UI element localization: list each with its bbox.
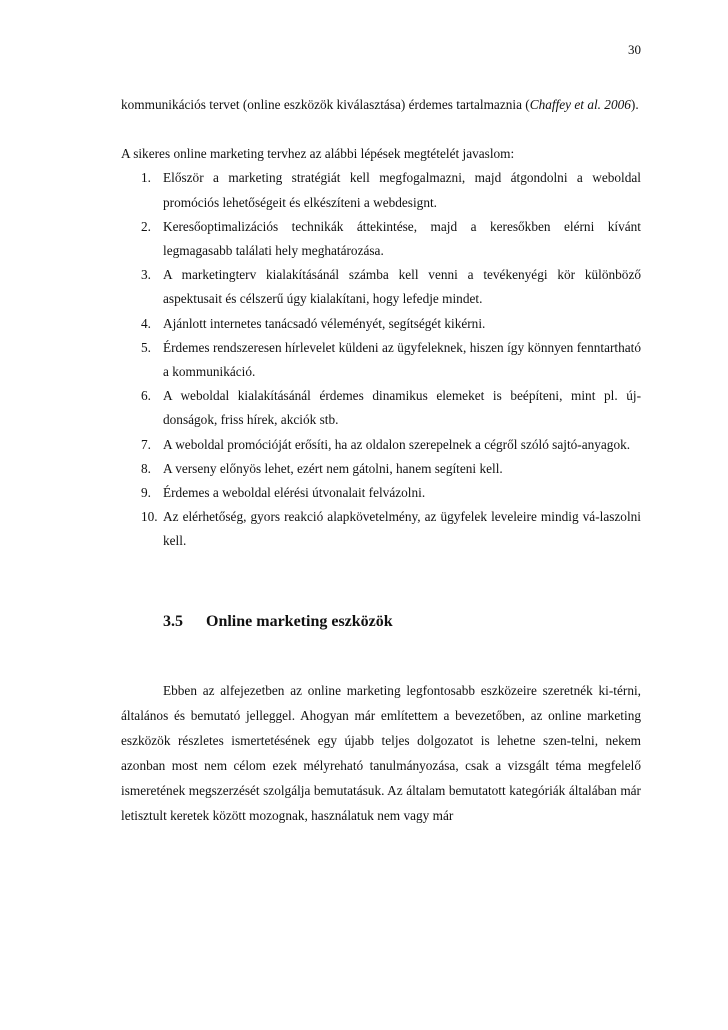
opening-paragraph [121,93,641,117]
body-paragraph: Ebben az alfejezetben az online marketing legfontosabb eszközeire szeretnék ki-térni, általános és bemutató jelleggel. Ahogyan már említettem a bevezetőben, az online marketing eszközök részletes ismertetésének egy újabb teljes dolgozatot is lehetne szen-telni, nekem azonban most nem célom ezek mélyreható tanulmányozása, csak a vizsgált téma megfelelő ismeretének megszerzését szolgálja bemutatásuk. Az általam bemutatott kategóriák általában már letisztult keretek között mozognak, használatuk nem vagy már [121,682,641,823]
list-item [121,312,641,336]
list-item-text: Keresőoptimalizációs technikák áttekintése, majd a keresőkben elérni kívánt legmagasabb találati hely meghatározása. [163,218,641,259]
list-item-number: 2. [141,218,151,234]
list-item-number: 4. [141,315,151,331]
list-item-text: A weboldal kialakításánál érdemes dinamikus elemeket is beépíteni, mint pl. új-donságok, friss hírek, akciók stb. [163,388,641,428]
list-item-text: A verseny előnyös lehet, ezért nem gátolni, hanem segíteni kell. [163,460,503,476]
list-item [121,457,641,481]
list-item-text: Érdemes rendszeresen hírlevelet küldeni az ügyfeleknek, hiszen így könnyen fenntartható a kommunikáció. [163,339,641,380]
list-item [121,336,641,384]
page-content [121,93,641,828]
list-item [121,384,641,432]
list-item [121,263,641,311]
list-item-text: A marketingterv kialakításánál számba kell venni a tevékenyégi kör különböző aspektusait és célszerű úgy kialakítani, hogy lefedje mindet. [163,267,641,307]
list-item-text: Az elérhetőség, gyors reakció alapkövetelmény, az ügyfelek leveleire mindig vá-laszolni kell. [163,509,641,549]
list-item-text: Először a marketing stratégiát kell megfogalmazni, majd átgondolni a weboldal promóciós lehetőségeit és elkészíteni a webdesignt. [163,170,641,210]
list-item-number: 5. [141,339,151,355]
list-item [121,433,641,457]
list-item [121,505,641,553]
list-item-number: 10. [141,509,158,525]
list-item-number: 1. [141,170,151,186]
intro-paragraph: A sikeres online marketing tervhez az alábbi lépések megtételét javaslom: [121,146,515,162]
section-number: 3.5 [163,612,183,630]
page-number: 30 [628,42,641,57]
list-item-text: A weboldal promócióját erősíti, ha az oldalon szerepelnek a cégről szóló sajtó-anyagok. [163,436,631,452]
list-item-number: 6. [141,388,151,404]
section-heading [121,612,641,632]
list-item-number: 8. [141,460,151,476]
section-title: Online marketing eszközök [206,612,393,630]
opening-text-after: ). [630,97,639,112]
list-item [121,166,641,214]
list-item-number: 3. [141,267,151,283]
opening-text-before: kommunikációs tervet (online eszközök kiválasztása) érdemes tartalmaznia ( [121,97,530,112]
list-item-number: 9. [141,485,151,501]
list-item-text: Érdemes a weboldal elérési útvonalait felvázolni. [163,485,426,501]
citation: Chaffey et al. 2006 [529,97,631,112]
list-item [121,481,641,505]
steps-list [121,166,641,553]
list-item-text: Ajánlott internetes tanácsadó véleményét, segítségét kikérni. [163,315,486,331]
list-item-number: 7. [141,436,151,452]
list-item [121,215,641,263]
